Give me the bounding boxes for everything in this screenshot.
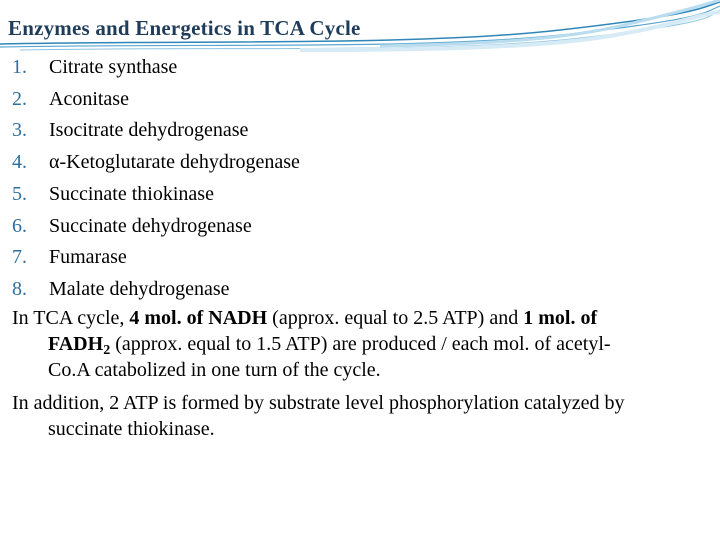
substrate-level-paragraph xyxy=(12,390,700,442)
para-text: In addition, 2 ATP is formed by substrate level phosphorylation catalyzed by xyxy=(12,392,625,414)
fadh2-amount: 1 mol. of xyxy=(523,307,598,329)
enzyme-name: Isocitrate dehydrogenase xyxy=(49,119,249,142)
item-number: 8. xyxy=(12,277,27,300)
list-item xyxy=(12,179,300,211)
enzyme-list xyxy=(12,52,300,306)
para-continuation xyxy=(12,331,700,383)
item-number: 7. xyxy=(12,246,27,269)
enzyme-name: Malate dehydrogenase xyxy=(49,277,230,300)
enzyme-name: Succinate thiokinase xyxy=(49,182,214,205)
para-continuation: succinate thiokinase. xyxy=(48,418,215,440)
slide-title: Enzymes and Energetics in TCA Cycle xyxy=(8,16,361,40)
item-number: 6. xyxy=(12,214,27,237)
nadh-amount: 4 mol. of NADH xyxy=(129,307,268,329)
enzyme-name: Succinate dehydrogenase xyxy=(49,214,252,237)
enzyme-name: Citrate synthase xyxy=(49,56,178,78)
item-number: 3. xyxy=(12,119,27,142)
para-text: (approx. equal to 1.5 ATP) are produced / each mol. of acetyl- xyxy=(110,333,611,355)
enzyme-name: Fumarase xyxy=(49,246,127,269)
list-item xyxy=(12,84,300,116)
enzyme-name: Aconitase xyxy=(49,87,129,110)
item-number: 5. xyxy=(12,182,27,205)
para-text: Co.A catabolized in one turn of the cycle. xyxy=(48,359,381,381)
list-item xyxy=(12,52,300,84)
enzyme-name: α-Ketoglutarate dehydrogenase xyxy=(49,151,300,174)
para-text: In TCA cycle, xyxy=(12,307,130,329)
fadh-label: FADH xyxy=(48,333,104,355)
list-item xyxy=(12,147,300,179)
item-number: 2. xyxy=(12,87,27,110)
list-item xyxy=(12,115,300,147)
fadh-subscript: 2 xyxy=(103,343,111,358)
item-number: 4. xyxy=(12,151,27,174)
list-item xyxy=(12,211,300,243)
para-text: (approx. equal to 2.5 ATP) and xyxy=(267,307,524,329)
list-item xyxy=(12,274,300,306)
energetics-paragraph xyxy=(12,305,700,383)
list-item xyxy=(12,242,300,274)
item-number: 1. xyxy=(12,56,27,78)
